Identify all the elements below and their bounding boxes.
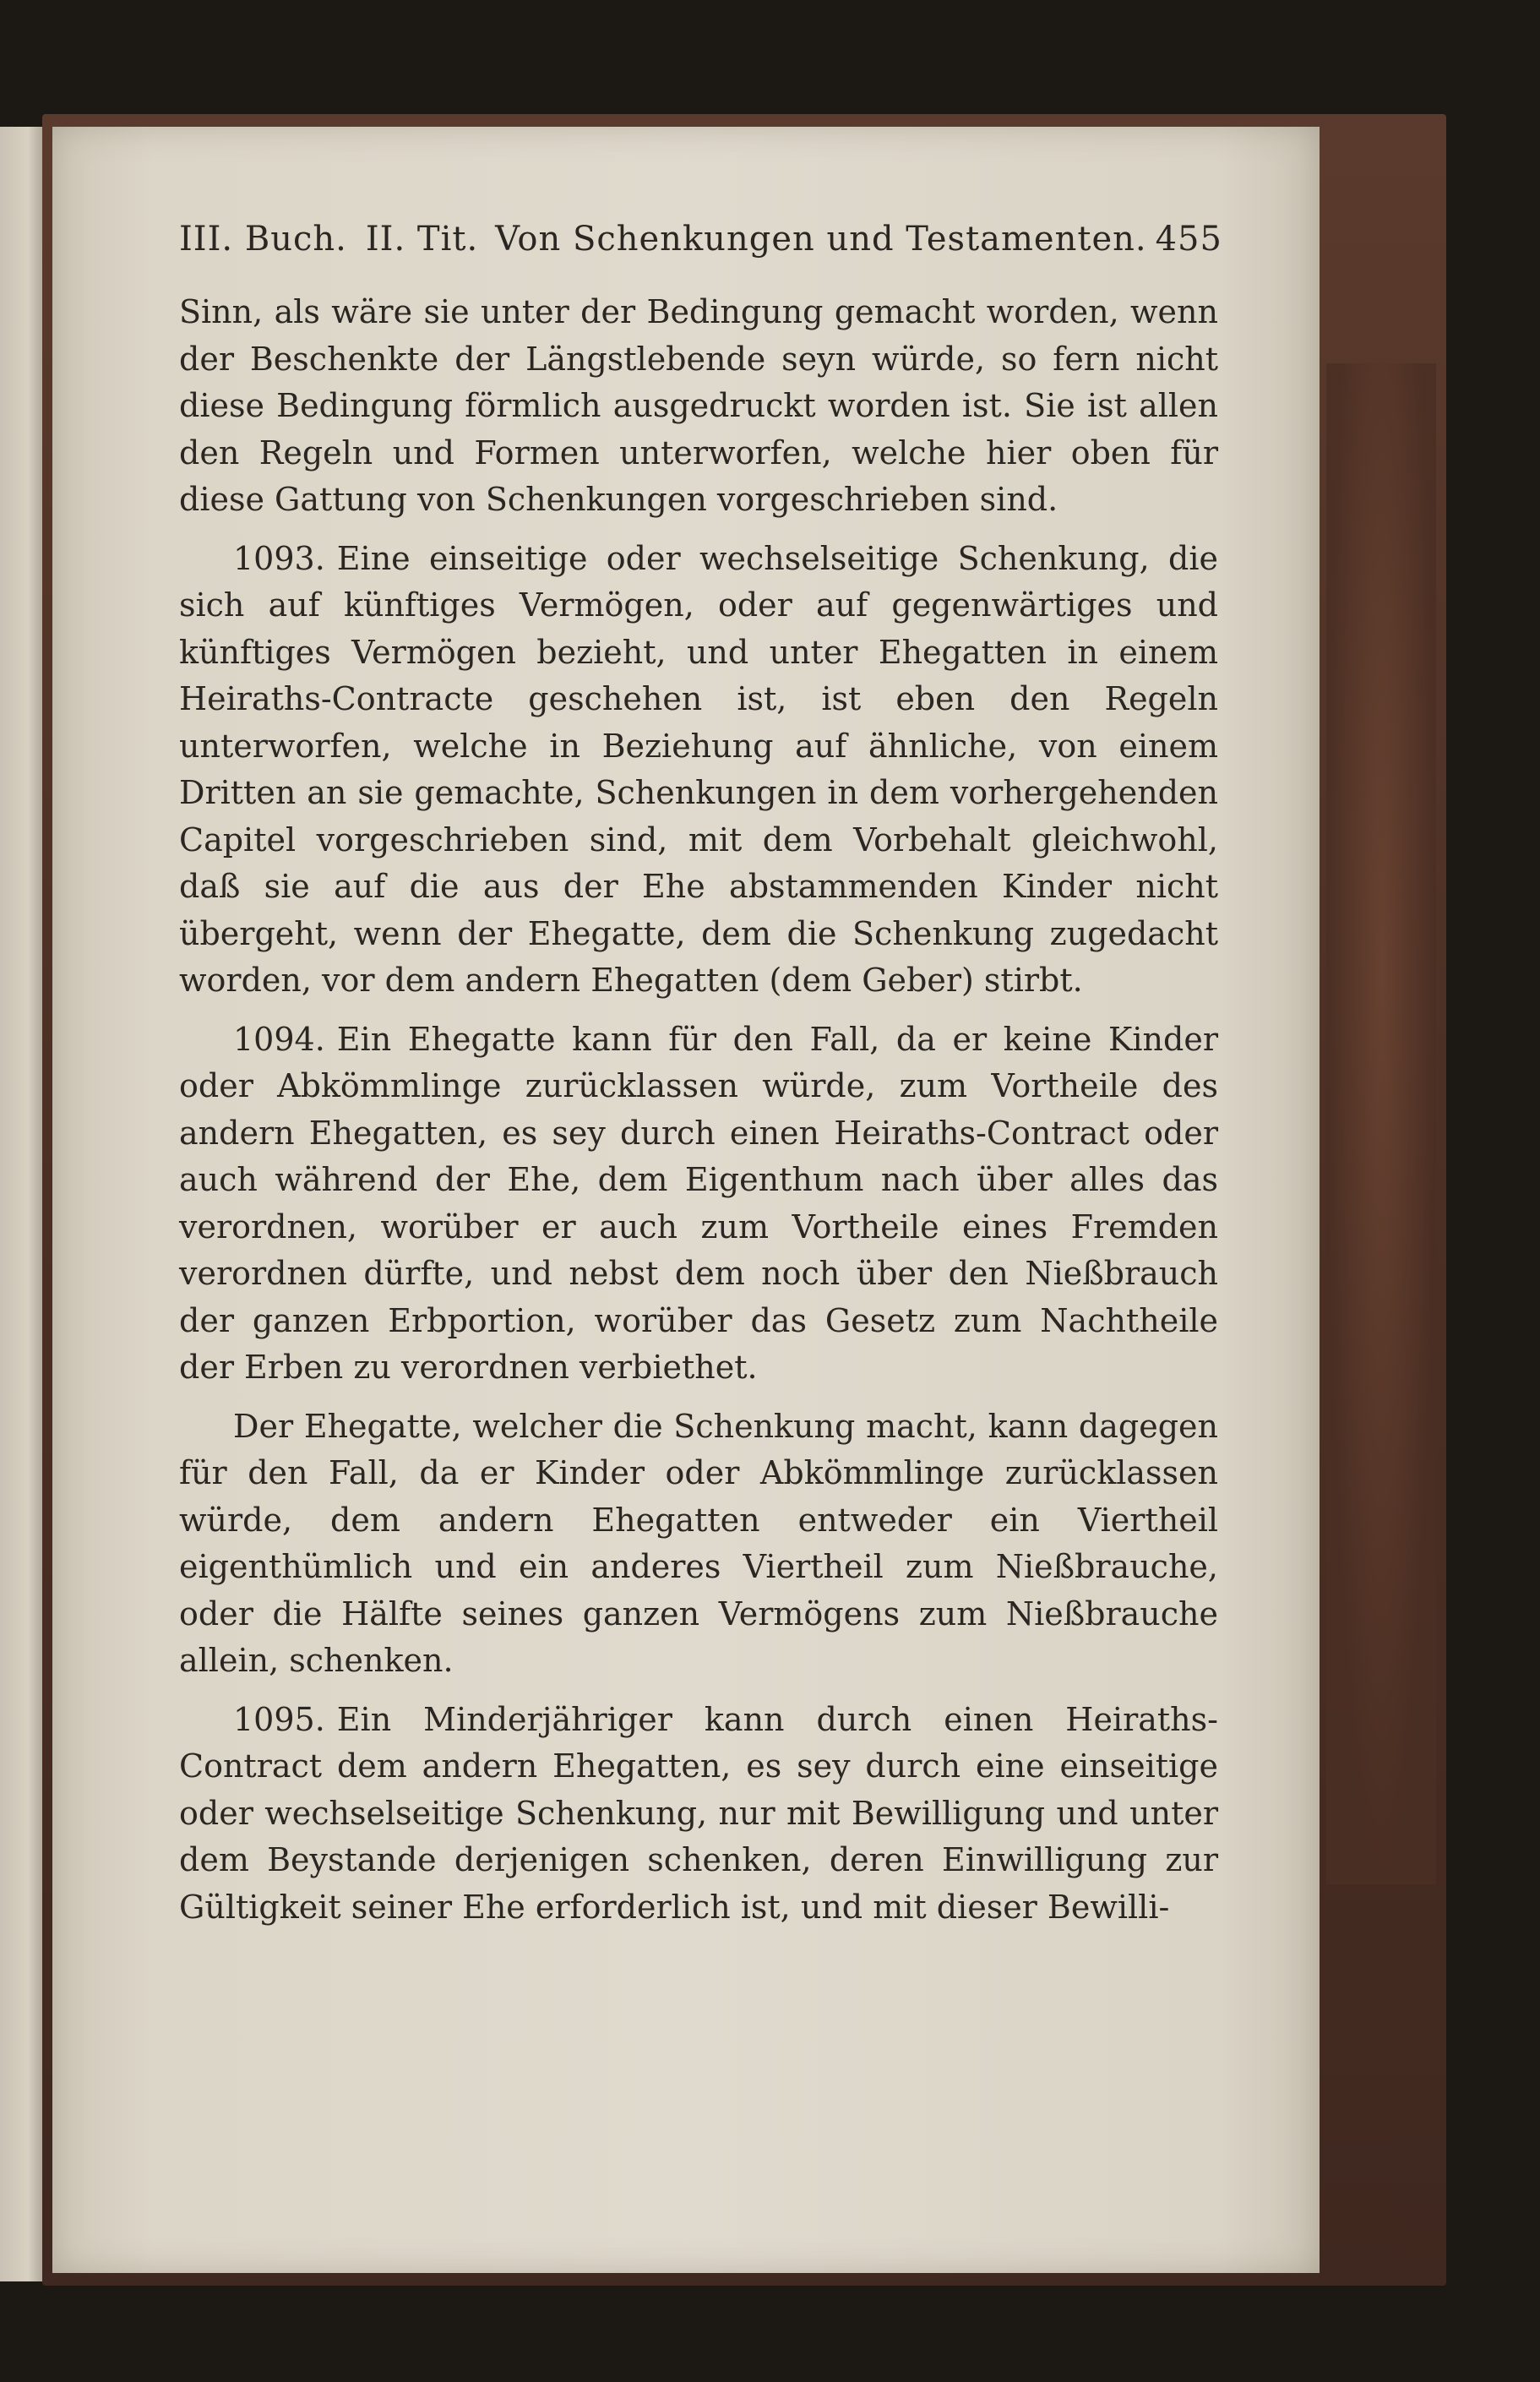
article-1093 <box>179 536 1218 1005</box>
body-text <box>179 289 1218 1931</box>
running-head <box>179 220 1222 259</box>
article-number: 1093. <box>233 539 325 577</box>
article-1094 <box>179 1017 1218 1392</box>
article-1095 <box>179 1697 1218 1932</box>
paragraph-text: Sinn, als wäre sie unter der Bedingung gemacht worden, wenn der Beschenkte der Längstlebende seyn würde, so fern nicht diese Bedingung förmlich ausgedruckt worden ist. Sie ist allen den Regeln und Formen unterworfen, welche hier oben für diese Gattung von Schenkungen vorgeschrieben sind. <box>179 293 1218 518</box>
cover-wear <box>1326 363 1436 1884</box>
running-head-title: II. Tit. <box>365 220 479 259</box>
paragraph-text: Eine einseitige oder wechselseitige Schenkung, die sich auf künftiges Vermögen, oder auf gegenwärtiges und künftiges Vermögen bezieht, und unter Ehegatten in einem Heiraths-Contracte geschehen ist, ist eben den Regeln unterworfen, welche in Beziehung auf ähnliche, von einem Dritten an sie gemachte, Schenkungen in dem vorhergehenden Capitel vorgeschrieben sind, mit dem Vorbehalt gleichwohl, daß sie auf die aus der Ehe abstammenden Kinder nicht übergeht, wenn der Ehegatte, dem die Schenkung zugedacht worden, vor dem andern Ehegatten (dem Geber) stirbt. <box>179 539 1218 999</box>
paragraph-text: Ein Ehegatte kann für den Fall, da er keine Kinder oder Abkömmlinge zurücklassen würde, zum Vortheile des andern Ehegatten, es sey durch einen Heiraths-Contract oder auch während der Ehe, dem Eigenthum nach über alles das verordnen, worüber er auch zum Vortheile eines Fremden verordnen dürfte, und nebst dem noch über den Nießbrauch der ganzen Erbportion, worüber das Gesetz zum Nachtheile der Erben zu verordnen verbiethet. <box>179 1020 1218 1386</box>
running-head-heading: Von Schenkungen und Testamenten. <box>495 220 1147 259</box>
running-head-book: III. Buch. <box>179 220 347 259</box>
page-content <box>179 220 1222 1943</box>
article-number: 1095. <box>233 1700 325 1738</box>
paragraph-text: Ein Minderjähriger kann durch einen Heiraths-Contract dem andern Ehegatten, es sey durch eine einseitige oder wechselseitige Schenkung, nur mit Bewilligung und unter dem Beystande derjenigen schenken, deren Einwilligung zur Gültigkeit seiner Ehe erforderlich ist, und mit dieser Bewilli- <box>179 1700 1218 1926</box>
paragraph-continuation <box>179 289 1218 524</box>
article-1094-continued <box>179 1404 1218 1685</box>
article-number: 1094. <box>233 1020 325 1058</box>
paragraph-text: Der Ehegatte, welcher die Schenkung macht, kann dagegen für den Fall, da er Kinder oder Abkömmlinge zurücklassen würde, dem andern Ehegatten entweder ein Viertheil eigenthümlich und ein anderes Viertheil zum Nießbrauche, oder die Hälfte seines ganzen Vermögens zum Nießbrauche allein, schenken. <box>179 1407 1218 1679</box>
book-page <box>52 127 1320 2273</box>
page-number: 455 <box>1155 220 1222 259</box>
